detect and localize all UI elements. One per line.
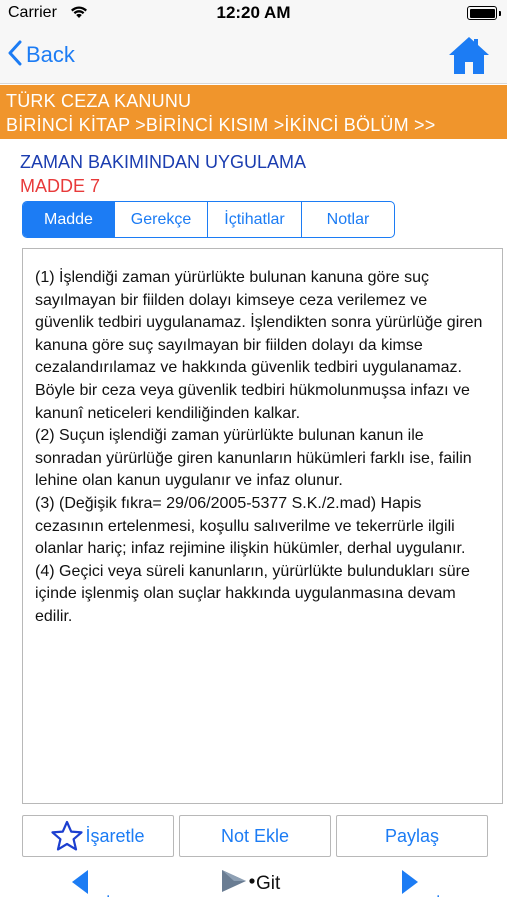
previous-label: .: [106, 884, 111, 900]
paragraph: (4) Geçici veya süreli kanunların, yürürlükte bulundukları süre içinde işlenmiş olan suçlar hakkında uygulanmasına devam edilir.: [35, 562, 470, 625]
mark-button[interactable]: [22, 815, 174, 857]
tab-notlar[interactable]: Notlar: [326, 210, 370, 228]
go-arrow-icon: [220, 866, 258, 900]
breadcrumb-law-name: TÜRK CEZA KANUNU: [6, 91, 192, 111]
article-text-view[interactable]: [22, 248, 503, 804]
paragraph: (2) Suçun işlendiği zaman yürürlükte bulunan kanun ile sonradan yürürlüğe giren kanunların hükümleri farklı ise, failin lehine olan kanun uygulanır ve infaz olunur.: [35, 427, 472, 490]
add-note-label: Not Ekle: [220, 825, 290, 846]
star-icon: [51, 820, 83, 852]
breadcrumb: [0, 85, 507, 139]
home-icon: [447, 63, 491, 80]
paragraph: (3) (Değişik fıkra= 29/06/2005-5377 S.K./2.mad) Hapis cezasının ertelenmesi, koşullu salıverilme ve tekerrürle ilgili olanlar hariç; infaz rejimine ilişkin hükümler, derhal uygulanır.: [35, 494, 466, 558]
breadcrumb-path[interactable]: BİRİNCİ KİTAP >BİRİNCİ KISIM >İKİNCİ BÖLÜM >>: [6, 115, 436, 135]
triangle-right-icon: [400, 868, 420, 900]
share-button[interactable]: [336, 815, 488, 857]
next-article-button[interactable]: [400, 868, 440, 900]
article-number: MADDE 7: [20, 176, 101, 196]
next-label: .: [436, 884, 441, 900]
home-button[interactable]: [447, 34, 491, 76]
clock-time: 12:20 AM: [216, 3, 291, 22]
article-text: [35, 267, 490, 629]
back-label: Back: [26, 42, 75, 67]
bottom-navigation: [0, 862, 507, 900]
mark-label: İşaretle: [85, 825, 145, 846]
action-bar: [22, 815, 488, 857]
back-button[interactable]: [8, 38, 75, 72]
tab-gerekce[interactable]: Gerekçe: [115, 202, 208, 237]
share-label: Paylaş: [384, 825, 440, 846]
previous-article-button[interactable]: [70, 868, 110, 900]
tab-segmented-control: [22, 201, 395, 238]
go-button[interactable]: [220, 866, 280, 900]
go-label: Git: [256, 872, 281, 894]
triangle-left-icon: [70, 868, 90, 900]
chevron-left-icon: [8, 40, 22, 71]
add-note-button[interactable]: [179, 815, 331, 857]
section-title: ZAMAN BAKIMINDAN UYGULAMA: [20, 152, 307, 172]
battery-icon: [467, 6, 497, 20]
navigation-bar: [0, 26, 507, 84]
carrier-label: Carrier: [8, 4, 57, 21]
tab-madde[interactable]: Madde: [23, 202, 115, 237]
paragraph: (1) İşlendiği zaman yürürlükte bulunan kanuna göre suç sayılmayan bir fiilden dolayı kimseye ceza verilemez ve güvenlik tedbiri uygulanamaz. İşlendikten sonra yürürlüğe giren kanuna göre suç sayılmayan bir fiilden dolayı da kimse cezalandırılamaz ve hakkında güvenlik tedbiri uygulanamaz. Böyle bir ceza veya güvenlik tedbiri hükmolunmuşsa infazı ve kanunî neticeleri kendiliğinden kalkar.: [35, 269, 483, 422]
tab-ictihatlar[interactable]: İçtihatlar: [208, 202, 302, 237]
status-bar: [0, 0, 507, 26]
